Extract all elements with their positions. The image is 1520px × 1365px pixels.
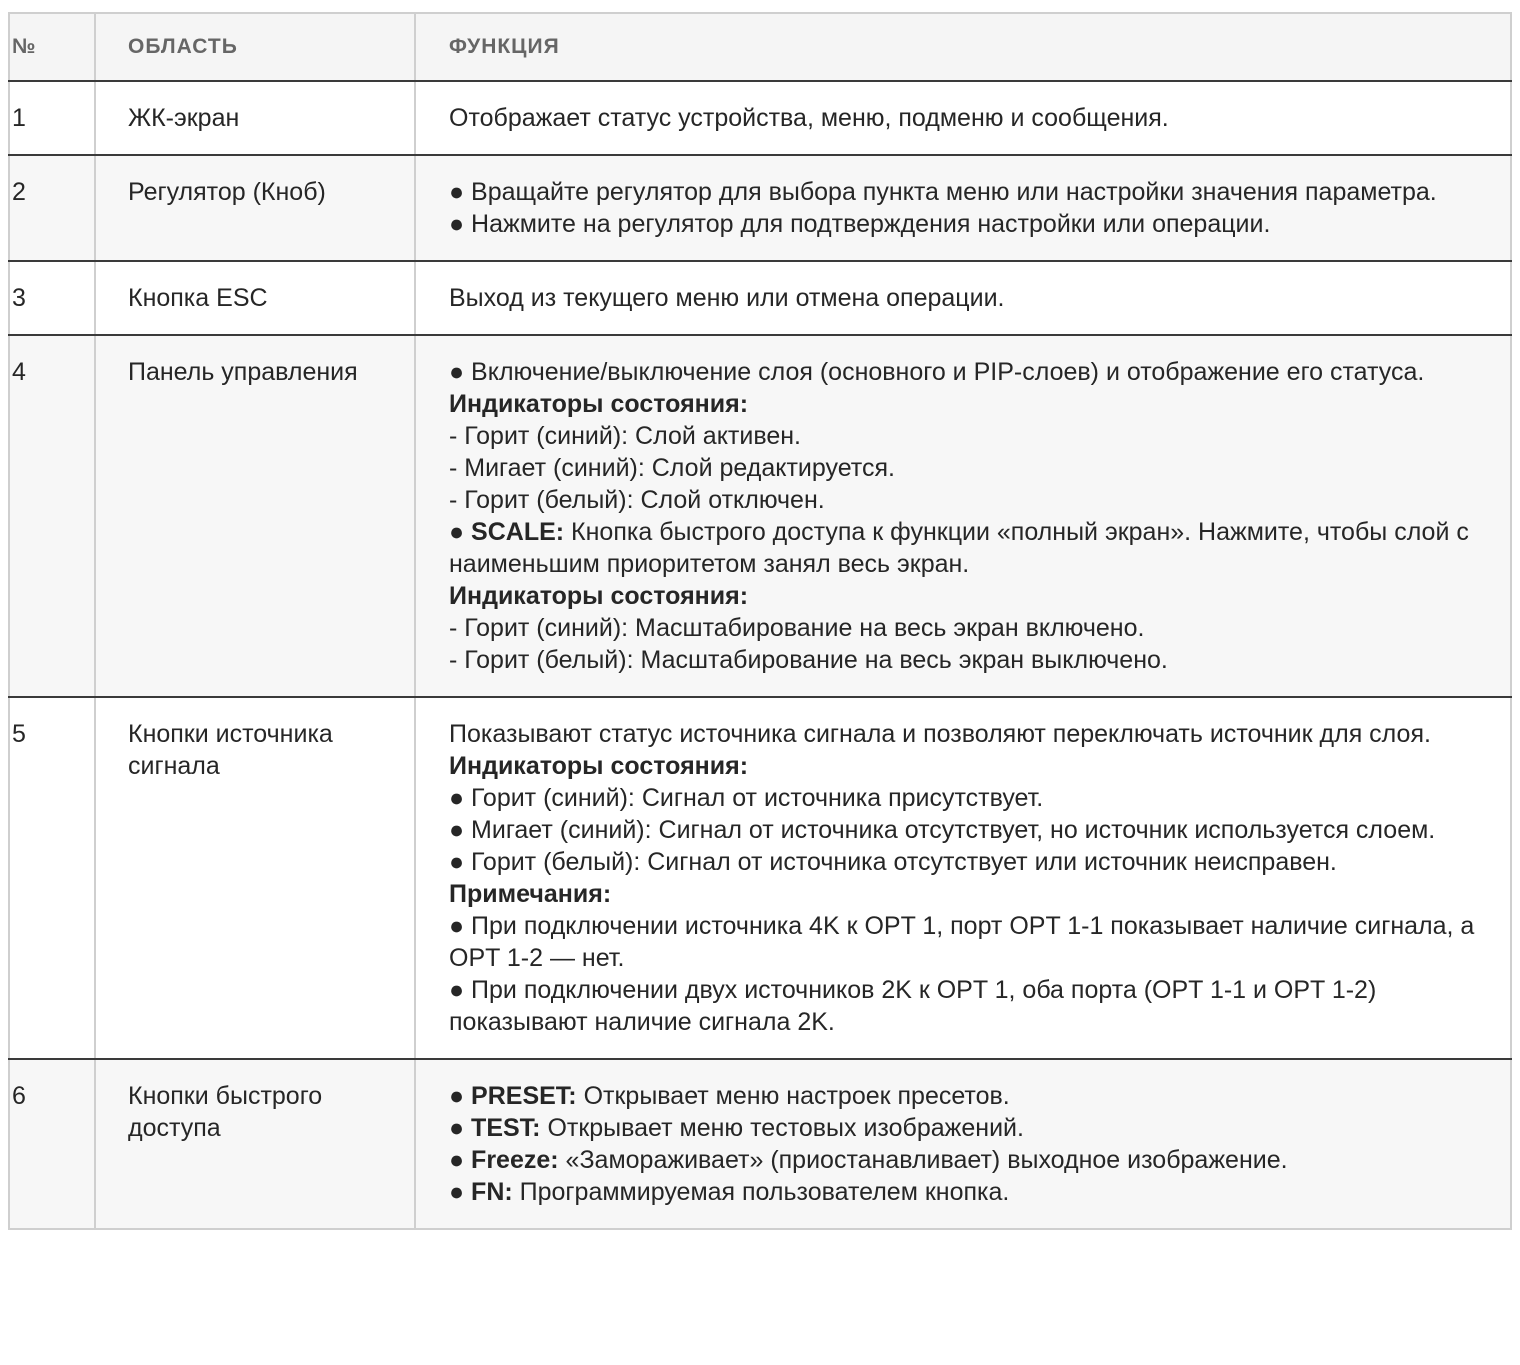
row-number: 1 bbox=[9, 81, 95, 155]
function-line-text: - Мигает (синий): Слой редактируется. bbox=[449, 454, 895, 482]
header-area: ОБЛАСТЬ bbox=[95, 13, 415, 81]
function-line-bold: SCALE: bbox=[471, 518, 565, 546]
function-line bbox=[449, 102, 1492, 134]
function-line bbox=[449, 644, 1492, 676]
function-line-text: - Горит (белый): Слой отключен. bbox=[449, 486, 825, 514]
table-header-row bbox=[9, 13, 1511, 81]
function-line-bold: Примечания: bbox=[449, 880, 612, 908]
function-line bbox=[449, 484, 1492, 516]
row-function bbox=[415, 261, 1511, 335]
function-line-bold: PRESET: bbox=[471, 1082, 577, 1110]
row-function bbox=[415, 155, 1511, 261]
table-row bbox=[9, 697, 1511, 1059]
function-line bbox=[449, 452, 1492, 484]
row-area: Регулятор (Кноб) bbox=[95, 155, 415, 261]
function-line-text: «Замораживает» (приостанавливает) выходное изображение. bbox=[558, 1146, 1288, 1174]
function-line-text: - Горит (белый): Масштабирование на весь экран выключено. bbox=[449, 646, 1168, 674]
function-line-bold: Индикаторы состояния: bbox=[449, 390, 749, 418]
header-num: № bbox=[9, 13, 95, 81]
bullet-marker: ● bbox=[449, 1178, 472, 1206]
function-line-text: ● При подключении источника 4K к OPT 1, порт OPT 1-1 показывает наличие сигнала, а OPT 1-2 — нет. bbox=[449, 912, 1475, 972]
function-line-text: ● При подключении двух источников 2K к OPT 1, оба порта (OPT 1-1 и OPT 1-2) показывают наличие сигнала 2K. bbox=[449, 976, 1377, 1036]
row-number: 5 bbox=[9, 697, 95, 1059]
row-number: 4 bbox=[9, 335, 95, 697]
function-line-text: Показывают статус источника сигнала и позволяют переключать источник для слоя. bbox=[449, 720, 1431, 748]
row-area: Кнопки источника сигнала bbox=[95, 697, 415, 1059]
function-line bbox=[449, 516, 1492, 580]
function-line-bold: Индикаторы состояния: bbox=[449, 752, 749, 780]
function-line bbox=[449, 1176, 1492, 1208]
row-area: Кнопки быстрого доступа bbox=[95, 1059, 415, 1229]
row-number: 2 bbox=[9, 155, 95, 261]
function-table bbox=[8, 12, 1512, 1230]
function-line-text: ● Включение/выключение слоя (основного и PIP-слоев) и отображение его статуса. bbox=[449, 358, 1425, 386]
function-line-text: ● Нажмите на регулятор для подтверждения настройки или операции. bbox=[449, 210, 1271, 238]
function-line bbox=[449, 176, 1492, 208]
row-function bbox=[415, 81, 1511, 155]
function-line-bold: TEST: bbox=[471, 1114, 541, 1142]
function-line-text: Открывает меню тестовых изображений. bbox=[540, 1114, 1024, 1142]
header-function: ФУНКЦИЯ bbox=[415, 13, 1511, 81]
row-function bbox=[415, 697, 1511, 1059]
row-area: Кнопка ESC bbox=[95, 261, 415, 335]
function-line bbox=[449, 580, 1492, 612]
function-line-text: Кнопка быстрого доступа к функции «полный экран». Нажмите, чтобы слой с наименьшим приоритетом занял весь экран. bbox=[449, 518, 1469, 578]
function-line-text: ● Горит (синий): Сигнал от источника присутствует. bbox=[449, 784, 1044, 812]
function-line-text: Программируемая пользователем кнопка. bbox=[512, 1178, 1010, 1206]
function-line bbox=[449, 814, 1492, 846]
bullet-marker: ● bbox=[449, 1114, 472, 1142]
table-body bbox=[9, 81, 1511, 1229]
function-line bbox=[449, 974, 1492, 1038]
table-row bbox=[9, 261, 1511, 335]
function-line-bold: Freeze: bbox=[471, 1146, 559, 1174]
function-line-text: - Горит (синий): Слой активен. bbox=[449, 422, 801, 450]
table-row bbox=[9, 1059, 1511, 1229]
row-number: 6 bbox=[9, 1059, 95, 1229]
function-line bbox=[449, 750, 1492, 782]
function-line bbox=[449, 1112, 1492, 1144]
table-row bbox=[9, 81, 1511, 155]
function-line bbox=[449, 388, 1492, 420]
function-line bbox=[449, 1080, 1492, 1112]
function-line bbox=[449, 282, 1492, 314]
function-line bbox=[449, 782, 1492, 814]
bullet-marker: ● bbox=[449, 518, 472, 546]
function-line-bold: FN: bbox=[471, 1178, 513, 1206]
function-line bbox=[449, 878, 1492, 910]
row-number: 3 bbox=[9, 261, 95, 335]
function-line bbox=[449, 356, 1492, 388]
function-line bbox=[449, 420, 1492, 452]
function-line-text: ● Вращайте регулятор для выбора пункта меню или настройки значения параметра. bbox=[449, 178, 1437, 206]
function-line-text: ● Мигает (синий): Сигнал от источника отсутствует, но источник используется слоем. bbox=[449, 816, 1436, 844]
function-line bbox=[449, 208, 1492, 240]
table-row bbox=[9, 335, 1511, 697]
function-line bbox=[449, 718, 1492, 750]
function-line bbox=[449, 910, 1492, 974]
function-line-text: - Горит (синий): Масштабирование на весь экран включено. bbox=[449, 614, 1145, 642]
function-line-text: Отображает статус устройства, меню, подменю и сообщения. bbox=[449, 104, 1169, 132]
bullet-marker: ● bbox=[449, 1082, 472, 1110]
function-line-text: ● Горит (белый): Сигнал от источника отсутствует или источник неисправен. bbox=[449, 848, 1337, 876]
row-function bbox=[415, 1059, 1511, 1229]
row-function bbox=[415, 335, 1511, 697]
table-row bbox=[9, 155, 1511, 261]
function-line-text: Выход из текущего меню или отмена операции. bbox=[449, 284, 1005, 312]
spec-table-container bbox=[8, 12, 1510, 1230]
function-line-bold: Индикаторы состояния: bbox=[449, 582, 749, 610]
function-line bbox=[449, 612, 1492, 644]
function-line bbox=[449, 846, 1492, 878]
row-area: Панель управления bbox=[95, 335, 415, 697]
bullet-marker: ● bbox=[449, 1146, 472, 1174]
function-line-text: Открывает меню настроек пресетов. bbox=[576, 1082, 1010, 1110]
row-area: ЖК-экран bbox=[95, 81, 415, 155]
function-line bbox=[449, 1144, 1492, 1176]
